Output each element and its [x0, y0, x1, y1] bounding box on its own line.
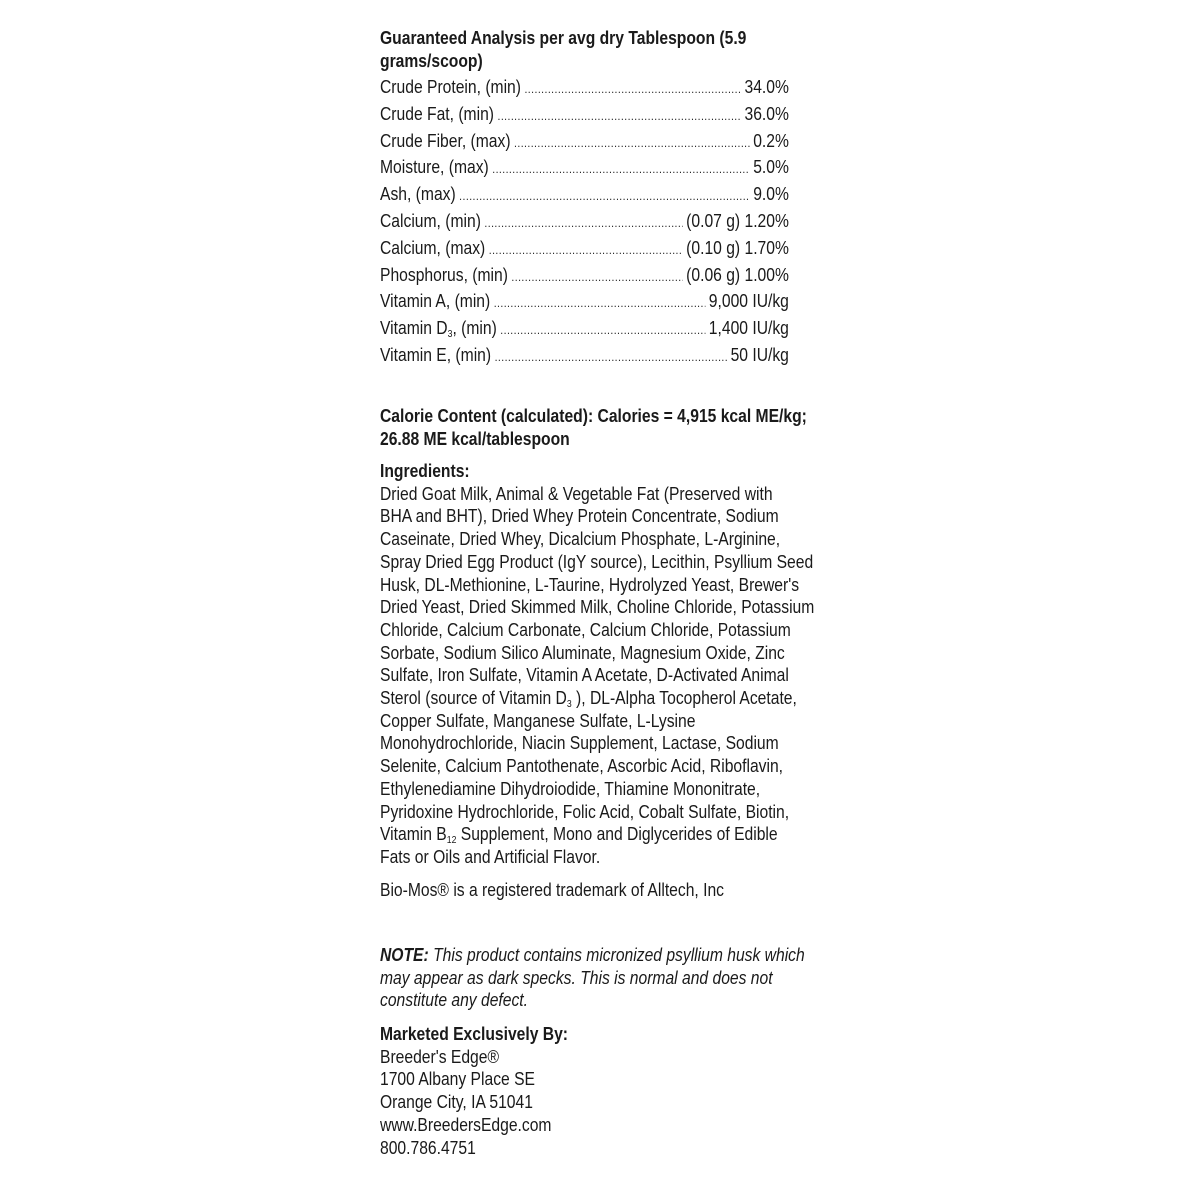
dot-leader [495, 342, 728, 371]
analysis-row [380, 154, 789, 181]
analysis-row [380, 288, 789, 315]
analysis-row [380, 74, 789, 101]
ingredients-heading: Ingredients: [380, 461, 470, 481]
ingredients-line: Sterol (source of Vitamin $D_3$ ), DL-Alpha Tocopherol Acetate, [380, 688, 797, 711]
dot-leader [514, 128, 750, 157]
dot-leader [511, 262, 682, 291]
analysis-label: Crude Fat, (min) [380, 103, 494, 124]
calorie-line: Calorie Content (calculated): Calories = 4,915 kcal ME/kg; [380, 406, 807, 426]
ingredients-line: Copper Sulfate, Manganese Sulfate, L-Lysine [380, 710, 696, 731]
ingredients-section [380, 460, 902, 869]
analysis-label: Ash, (max) [380, 184, 456, 205]
analysis-label: Vitamin $D_3$, (min) [380, 318, 497, 341]
analysis-label: Crude Protein, (min) [380, 77, 521, 97]
analysis-table [380, 74, 867, 369]
ingredients-line: Pyridoxine Hydrochloride, Folic Acid, Cobalt Sulfate, Biotin, [380, 801, 790, 822]
ingredients-line: Vitamin $B_{12}$ Supplement, Mono and Diglycerides of Edible [380, 824, 778, 847]
dot-leader [489, 235, 683, 264]
ingredients-line: Husk, DL-Methionine, L-Taurine, Hydrolyzed Yeast, Brewer's [380, 574, 800, 595]
ingredients-line: Dried Goat Milk, Animal & Vegetable Fat (Preserved with [380, 483, 773, 504]
analysis-label: Calcium, (min) [380, 210, 481, 231]
ingredients-line: Dried Yeast, Dried Skimmed Milk, Choline Chloride, Potassium [380, 597, 815, 618]
ingredients-line: Caseinate, Dried Whey, Dicalcium Phosphate, L-Arginine, [380, 529, 781, 550]
analysis-value: (0.07 g) 1.20% [686, 210, 789, 231]
analysis-value: 1,400 IU/kg [708, 318, 789, 339]
marketer-website[interactable]: www.BreedersEdge.com [380, 1114, 552, 1135]
ingredients-line: BHA and BHT), Dried Whey Protein Concentrate, Sodium [380, 506, 779, 527]
analysis-row [380, 262, 789, 289]
analysis-label: Vitamin E, (min) [380, 344, 492, 365]
dot-leader [492, 154, 749, 183]
dot-leader [497, 101, 741, 130]
marketer-city: Orange City, IA 51041 [380, 1092, 533, 1113]
analysis-label: Moisture, (max) [380, 157, 489, 178]
analysis-row [380, 181, 789, 208]
dot-leader [524, 74, 741, 103]
marketer-name: Breeder's Edge® [380, 1046, 499, 1067]
analysis-value: 9,000 IU/kg [708, 291, 789, 312]
analysis-value: 36.0% [744, 103, 789, 124]
note-line: This product contains micronized psyllium husk which [428, 945, 805, 965]
note-line: may appear as dark specks. This is normal and does not [380, 967, 773, 988]
marketer-heading: Marketed Exclusively By: [380, 1024, 569, 1044]
analysis-row [380, 128, 789, 155]
note-label: NOTE: [380, 945, 429, 965]
analysis-row [380, 315, 789, 342]
analysis-value: (0.06 g) 1.00% [686, 264, 789, 285]
title-line: Guaranteed Analysis per avg dry Tablespoon (5.9 [380, 28, 747, 48]
ingredients-line: Sorbate, Sodium Silico Aluminate, Magnesium Oxide, Zinc [380, 642, 785, 663]
analysis-value: 5.0% [753, 157, 789, 178]
dot-leader [494, 288, 706, 317]
marketer-section [380, 1023, 867, 1159]
dot-leader [459, 181, 750, 210]
ingredients-line: Selenite, Calcium Pantothenate, Ascorbic Acid, Riboflavin, [380, 756, 784, 777]
title-line: grams/scoop) [380, 50, 483, 71]
dot-leader [500, 315, 705, 344]
analysis-value: 0.2% [753, 130, 789, 151]
ingredients-line: Chloride, Calcium Carbonate, Calcium Chloride, Potassium [380, 619, 791, 640]
ingredients-line: Ethylenediamine Dihydroiodide, Thiamine Mononitrate, [380, 778, 761, 799]
analysis-row [380, 235, 789, 262]
trademark-note: Bio-Mos® is a registered trademark of Alltech, Inc [380, 880, 725, 900]
marketer-street: 1700 Albany Place SE [380, 1069, 535, 1090]
analysis-value: (0.10 g) 1.70% [686, 237, 789, 258]
ingredients-line: Monohydrochloride, Niacin Supplement, Lactase, Sodium [380, 733, 779, 754]
analysis-label: Phosphorus, (min) [380, 264, 508, 285]
analysis-value: 9.0% [753, 184, 789, 205]
analysis-value: 34.0% [744, 77, 789, 97]
analysis-row [380, 101, 789, 128]
analysis-label: Vitamin A, (min) [380, 291, 491, 312]
analysis-row [380, 208, 789, 235]
analysis-row [380, 342, 789, 369]
guaranteed-analysis-title [380, 27, 867, 72]
calorie-line: 26.88 ME kcal/tablespoon [380, 428, 570, 449]
marketer-phone: 800.786.4751 [380, 1137, 476, 1158]
analysis-label: Calcium, (max) [380, 237, 486, 258]
ingredients-list [380, 483, 902, 869]
ingredients-line: Fats or Oils and Artificial Flavor. [380, 846, 601, 867]
ingredients-line: Spray Dried Egg Product (IgY source), Lecithin, Psyllium Seed [380, 551, 814, 572]
calorie-content [380, 405, 902, 450]
note-line: constitute any defect. [380, 990, 528, 1011]
ingredients-line: Sulfate, Iron Sulfate, Vitamin A Acetate, D-Activated Animal [380, 665, 789, 686]
dot-leader [484, 208, 682, 237]
note-section [380, 944, 902, 1012]
analysis-value: 50 IU/kg [730, 344, 789, 365]
analysis-label: Crude Fiber, (max) [380, 130, 511, 151]
